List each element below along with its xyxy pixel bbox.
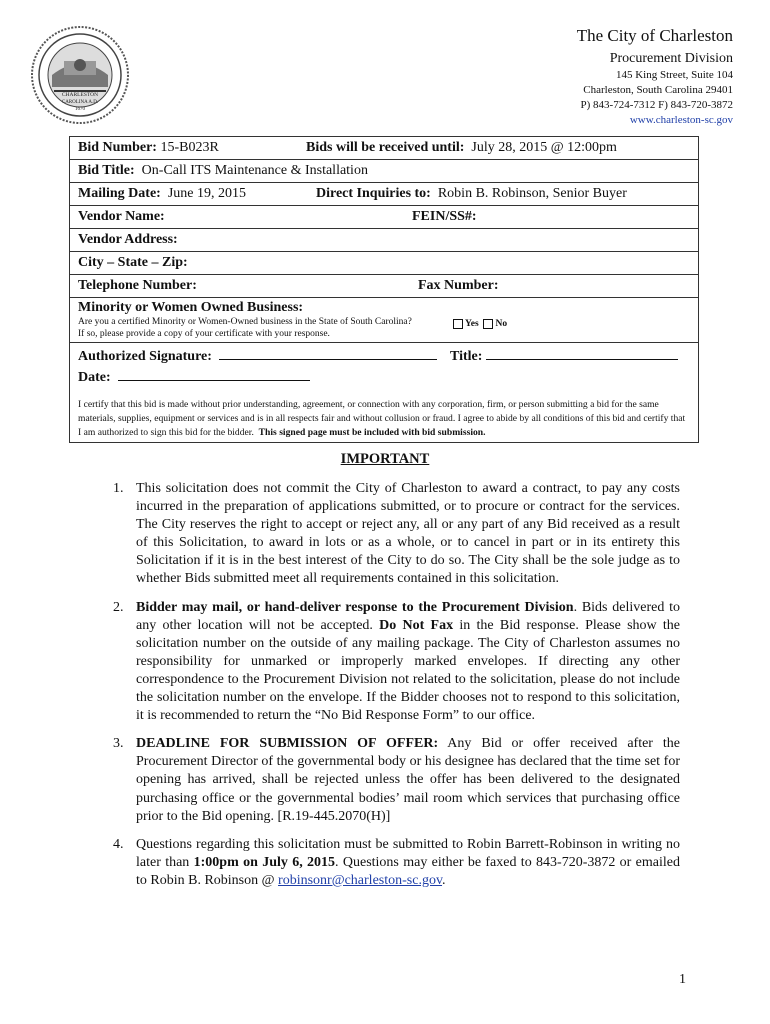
received-value: July 28, 2015 @ 12:00pm	[471, 140, 617, 155]
item-number: 4.	[113, 836, 124, 852]
item-text	[136, 836, 680, 890]
email-link[interactable]: robinsonr@charleston-sc.gov	[278, 872, 443, 888]
signature-label: Authorized Signature:	[78, 349, 212, 364]
list-item	[113, 480, 680, 589]
certify-statement: I certify that this bid is made without prior understanding, agreement, or connection with any corporation, firm, or person submitting a bid for the same materials, supplies, equipment or services and is in all respects fair and without collusion or fraud. I agree to abide by all conditions of this bid and certify that I am authorized to sign this bid for the bidder.	[78, 399, 686, 438]
bid-number-row	[70, 137, 698, 160]
inquiries-value: Robin B. Robinson, Senior Buyer	[437, 186, 627, 201]
bid-form-table	[69, 136, 699, 443]
important-heading: IMPORTANT	[340, 451, 430, 467]
telephone-label: Telephone Number:	[78, 278, 197, 293]
item-bold-text: Bidder may mail, or hand-deliver response to the Procurement Division	[136, 599, 574, 615]
fax-label: Fax Number:	[418, 278, 499, 293]
city-name: The City of Charleston	[576, 26, 733, 45]
city-state-zip-row[interactable]	[70, 252, 698, 275]
title-label: Title:	[450, 349, 483, 364]
item-bold-text: 1:00pm on July 6, 2015	[193, 854, 336, 870]
important-list	[113, 480, 680, 900]
item-plain-text: . Questions may either be faxed to 843-720-3872 or emailed to Robin B. Robinson @	[136, 854, 680, 888]
vendor-address-label: Vendor Address:	[78, 232, 178, 247]
website-link[interactable]: www.charleston-sc.gov	[629, 114, 733, 126]
address-line-1: 145 King Street, Suite 104	[615, 69, 733, 81]
signature-row	[70, 343, 698, 442]
city-seal-logo	[30, 25, 130, 125]
bid-title-label: Bid Title:	[78, 163, 135, 178]
item-plain-text: .	[442, 872, 446, 888]
item-plain-text: in the Bid response. Please show the solicitation number on the outside of any mailing package. The City of Charleston assumes no responsibility for unmarked or improperly marked envelopes. If directing any other correspondence to the Procurement Division not related to the solicitation, please do not include the solicitation number on the envelope. If the Bidder chooses not to respond to this solicitation, it is recommended to return the “No Bid Response Form” to our office.	[136, 617, 680, 724]
item-plain-text: Questions regarding this solicitation must be submitted to Robin Barrett-Robinson in writing no later than	[136, 836, 680, 870]
bid-number-value: 15-B023R	[160, 140, 219, 155]
date-label: Date:	[78, 370, 111, 385]
phone-fax: P) 843-724-7312 F) 843-720-3872	[580, 99, 733, 111]
inquiries-label: Direct Inquiries to:	[316, 186, 431, 201]
item-number: 3.	[113, 736, 124, 752]
mailing-value: June 19, 2015	[167, 186, 246, 201]
address-line-2: Charleston, South Carolina 29401	[583, 84, 733, 96]
division-name: Procurement Division	[609, 51, 733, 66]
yes-no-options	[453, 318, 507, 330]
minority-certificate-note: If so, please provide a copy of your certificate with your response.	[78, 329, 330, 339]
no-checkbox[interactable]	[483, 319, 493, 329]
item-text: This solicitation does not commit the City of Charleston to award a contract, to pay any costs incurred in the preparation of applications submitted, or to procure or contract for the services. The City reserves the right to accept or reject any, all or any part of any Bid received as a result of this Solicitation, to award in lots or as a whole, or to cancel in part or in its entirety this Solicitation if it is in the best interest of the City to do so. The City shall be the sole judge as to whether Bids submitted meet all requirements contained in this solicitation.	[136, 481, 680, 587]
mailing-label: Mailing Date:	[78, 186, 161, 201]
page-number: 1	[679, 972, 686, 987]
item-number: 2.	[113, 599, 124, 615]
list-item	[113, 735, 680, 825]
signature-line[interactable]	[219, 345, 437, 360]
mailing-row	[70, 183, 698, 206]
item-text	[136, 599, 680, 726]
list-item	[113, 836, 680, 890]
bid-title-row	[70, 160, 698, 183]
letterhead	[577, 26, 733, 128]
seal-text-1: CHARLESTON	[61, 92, 99, 98]
fein-label: FEIN/SS#:	[412, 209, 477, 224]
list-item	[113, 599, 680, 726]
item-plain-text: . Bids delivered to any other location will not be accepted.	[136, 599, 680, 633]
minority-row	[70, 298, 698, 343]
seal-text-2: CAROLINA A.D.	[61, 100, 99, 105]
certification-text	[78, 398, 690, 440]
vendor-name-row[interactable]	[70, 206, 698, 229]
vendor-address-row[interactable]	[70, 229, 698, 252]
minority-question: Are you a certified Minority or Women-Owned business in the State of South Carolina?	[78, 317, 412, 327]
item-plain-text: Any Bid or offer received after the Procurement Director of the governmental body or his designee has declared that the time set for opening has arrived, shall be rejected unless the offer has been delivered to the designated purchasing office or the governmental bodies’ mail room which services that purchasing office prior to the Bid opening. [R.19-445.2070(H)]	[136, 736, 681, 824]
item-bold-text: DEADLINE FOR SUBMISSION OF OFFER:	[136, 736, 439, 752]
bid-number-label: Bid Number:	[78, 140, 157, 155]
seal-text-3: 1670	[75, 107, 85, 112]
telephone-row[interactable]	[70, 275, 698, 298]
certify-bold-note: This signed page must be included with bid submission.	[258, 427, 486, 438]
item-text	[136, 735, 680, 825]
minority-label: Minority or Women Owned Business:	[78, 300, 304, 315]
title-line[interactable]	[486, 345, 678, 360]
yes-label: Yes	[465, 319, 479, 329]
item-number: 1.	[113, 481, 124, 496]
yes-checkbox[interactable]	[453, 319, 463, 329]
vendor-name-label: Vendor Name:	[78, 209, 165, 224]
bid-title-value: On-Call ITS Maintenance & Installation	[141, 163, 368, 178]
item-bold-text: Do Not Fax	[379, 617, 454, 633]
received-label: Bids will be received until:	[306, 140, 465, 155]
city-state-zip-label: City – State – Zip:	[78, 255, 188, 270]
no-label: No	[495, 319, 508, 329]
date-line[interactable]	[118, 366, 310, 381]
